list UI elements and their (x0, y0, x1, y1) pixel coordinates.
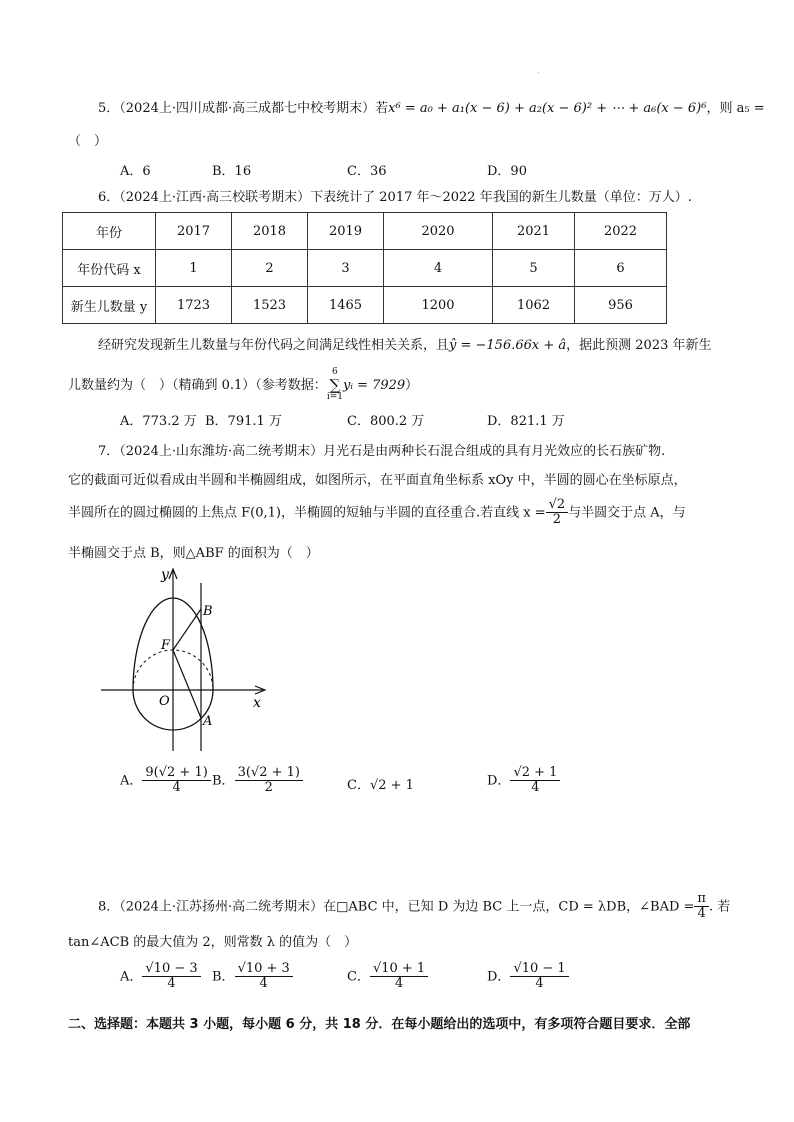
frac-num: π (694, 892, 709, 907)
option-expr: √2 + 1 (369, 778, 414, 793)
option-frac (142, 766, 210, 796)
q8-option-b (212, 962, 293, 992)
q7-line4: 半椭圆交于点 B，则△ABF 的面积为（ ） (68, 546, 319, 561)
frac-den: 4 (259, 976, 268, 992)
sum-top: 6 (332, 367, 338, 377)
q6-line3 (68, 368, 418, 403)
section2-heading: 二、选择题：本题共 3 小题，每小题 6 分，共 18 分．在每小题给出的选项中，有多项符合题目要求．全部 (68, 1017, 691, 1032)
newborn-table (62, 212, 667, 324)
q5-option-c: C．36 (347, 164, 387, 179)
table-cell: 1062 (493, 287, 575, 324)
q5-blank: （ ） (68, 134, 108, 149)
q7-line3-post: 与半圆交于点 A，与 (568, 505, 686, 521)
table-cell: 5 (493, 250, 575, 287)
frac-den: 4 (172, 780, 181, 796)
q6-option-a: A．773.2 万 (120, 414, 197, 429)
table-cell: 2020 (384, 213, 493, 250)
table-cell: 2017 (156, 213, 232, 250)
frac-den: 4 (394, 976, 404, 992)
sigma-icon: ∑ (329, 375, 341, 394)
frac-den: 2 (264, 780, 273, 796)
q7-line2: 它的截面可近似看成由半圆和半椭圆组成，如图所示，在平面直角坐标系 xOy 中，半圆的圆心在坐标原点， (68, 473, 687, 488)
q5-option-d: D．90 (487, 164, 527, 179)
q6-line2-pre: 儿数量约为（ ）（精确到 0.1）（参考数据： (68, 377, 327, 393)
q6-line2-post: ） (405, 377, 419, 393)
sum-symbol (327, 368, 343, 403)
q6-line1-post: ，据此预测 2023 年新生 (566, 338, 712, 353)
frac-num: √10 − 3 (142, 962, 200, 977)
frac-num: √2 + 1 (510, 766, 560, 781)
q6-stem: 下表统计了 2017 年～2022 年我国的新生儿数量（单位：万人）. (310, 190, 692, 205)
q5-formula: x⁶ = a₀ + a₁(x − 6) + a₂(x − 6)² + ⋯ + a₆(x − 6)⁶ (388, 101, 707, 116)
table-cell: 2019 (308, 213, 384, 250)
frac-num: √2 (546, 498, 569, 513)
table-cell: 1 (156, 250, 232, 287)
option-frac (235, 766, 303, 796)
option-letter: C． (347, 969, 370, 985)
q7-number: 7． (98, 444, 120, 459)
frac-den: 4 (697, 906, 706, 922)
q7-line3 (68, 498, 686, 528)
q8-option-c (347, 962, 428, 992)
frac-num: 9(√2 + 1) (142, 766, 210, 781)
label-a: A (203, 714, 213, 729)
q5-option-a: A．6 (120, 164, 151, 179)
frac-den: 4 (531, 780, 540, 796)
table-cell: 4 (384, 250, 493, 287)
table-row (63, 213, 667, 250)
q8-source: （2024上·江苏扬州·高二统考期末） (119, 899, 324, 915)
q8-line2: tan∠ACB 的最大值为 2，则常数 λ 的值为（ ） (68, 935, 358, 950)
table-cell: 年份 (63, 213, 156, 250)
q5-stem-pre: 若 (375, 101, 389, 116)
segment-fb (173, 609, 201, 650)
table-row (63, 287, 667, 324)
frac-den: 2 (552, 512, 562, 528)
q5-stem-post: ，则 a₅ = (706, 101, 765, 116)
option-letter: B． (212, 969, 235, 985)
q6-line2 (98, 334, 712, 353)
q7-option-d (487, 766, 560, 796)
table-cell: 新生儿数量 y (63, 287, 156, 324)
q8-number: 8． (98, 899, 120, 915)
q7-line3-pre: 半圆所在的圆过椭圆的上焦点 F(0,1)，半椭圆的短轴与半圆的直径重合.若直线 x = (68, 505, 546, 521)
frac-den: 4 (535, 976, 544, 992)
q8-option-a (120, 962, 201, 992)
q6-line1 (98, 186, 692, 205)
option-letter: B． (212, 773, 235, 789)
q7-source: （2024上·山东潍坊·高二统考期末） (119, 444, 324, 459)
option-frac (235, 962, 293, 992)
option-letter: D． (487, 773, 511, 789)
q8-line1-post: . 若 (708, 899, 731, 915)
scan-dot: . (537, 66, 540, 75)
segment-fa (173, 650, 201, 718)
table-cell: 3 (308, 250, 384, 287)
table-cell: 1523 (232, 287, 308, 324)
q6-option-c: C．800.2 万 (347, 414, 425, 429)
q8-line1-pre: 在□ABC 中，已知 D 为边 BC 上一点，CD = λDB，∠BAD = (323, 899, 695, 915)
option-frac (510, 962, 568, 992)
q5-number: 5． (98, 101, 120, 116)
table-cell: 2022 (575, 213, 667, 250)
q7-option-b (212, 766, 303, 796)
option-letter: C． (347, 778, 370, 793)
q5-option-b: B．16 (212, 164, 252, 179)
label-o: O (159, 694, 170, 709)
sum-bottom: i=1 (326, 391, 343, 402)
q7-line1 (98, 440, 665, 459)
option-letter: A． (120, 969, 143, 985)
table-row (63, 250, 667, 287)
label-b: B (203, 604, 213, 619)
table-cell: 2018 (232, 213, 308, 250)
q6-option-d: D．821.1 万 (487, 414, 565, 429)
frac-num: √10 + 1 (370, 962, 428, 977)
table-cell: 6 (575, 250, 667, 287)
q8-frac (694, 892, 709, 922)
label-f: F (161, 638, 171, 653)
table-cell: 2 (232, 250, 308, 287)
moonstone-figure (95, 565, 275, 755)
q7-option-a (120, 766, 211, 796)
option-letter: A． (120, 773, 143, 789)
q7-line1-text: 月光石是由两种长石混合组成的具有月光效应的长石族矿物. (323, 444, 666, 459)
q7-option-c (347, 774, 414, 793)
option-frac (510, 766, 560, 796)
q8-option-d (487, 962, 569, 992)
frac-num: 3(√2 + 1) (235, 766, 303, 781)
frac-num: √10 + 3 (235, 962, 293, 977)
label-y: y (161, 567, 169, 583)
q6-line1-pre: 经研究发现新生儿数量与年份代码之间满足线性相关关系，且 (98, 338, 450, 353)
option-frac (370, 962, 428, 992)
table-cell: 1200 (384, 287, 493, 324)
label-x: x (253, 695, 261, 711)
q6-source: （2024上·江西·高三校联考期末） (119, 190, 311, 205)
q6-regression: ŷ = −156.66x + â (449, 338, 567, 353)
q5-source: （2024上·四川成都·高三成都七中校考期末） (119, 101, 376, 116)
q5-line1 (98, 97, 765, 116)
q8-line1 (98, 892, 730, 922)
table-cell: 年份代码 x (63, 250, 156, 287)
q6-sum-body: yᵢ = 7929 (342, 377, 406, 393)
table-cell: 2021 (493, 213, 575, 250)
option-letter: D． (487, 969, 511, 985)
table-cell: 1465 (308, 287, 384, 324)
table-cell: 1723 (156, 287, 232, 324)
table-cell: 956 (575, 287, 667, 324)
frac-num: √10 − 1 (510, 962, 568, 977)
q7-line3-frac (546, 498, 569, 528)
frac-den: 4 (167, 976, 176, 992)
option-frac (142, 962, 200, 992)
q6-number: 6． (98, 190, 120, 205)
q6-option-b: B．791.1 万 (205, 414, 282, 429)
